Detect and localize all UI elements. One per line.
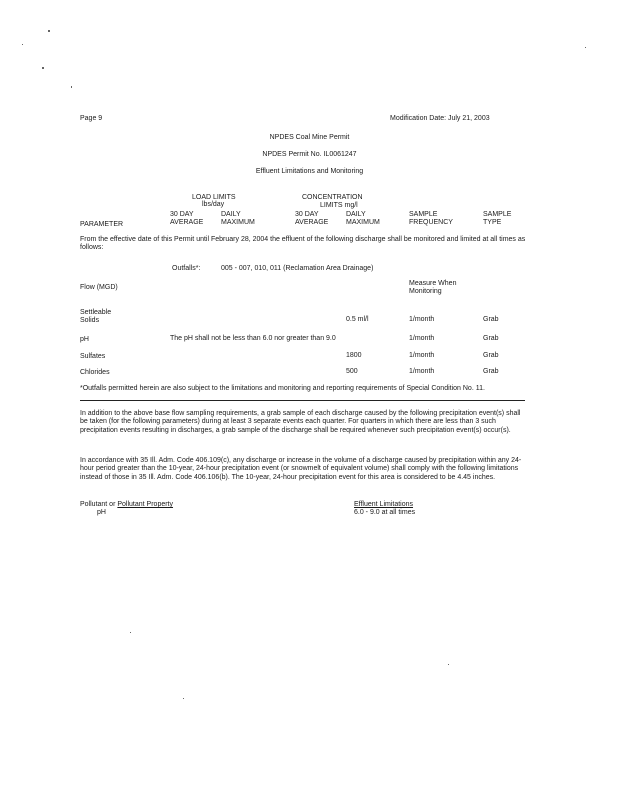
row-flow-parameter: Flow (MGD) [80, 284, 118, 291]
section-divider [80, 400, 525, 401]
outfalls-label: Outfalls*: [172, 265, 201, 272]
row-chlorides-type: Grab [483, 368, 499, 375]
pollutant-heading-prefix: Pollutant or [80, 501, 118, 508]
load-limits-heading: LOAD LIMITS [192, 194, 236, 201]
sample-type-label: SAMPLE [483, 211, 512, 218]
load-limits-units: lbs/day [202, 201, 225, 208]
row-sulfates-parameter: Sulfates [80, 353, 106, 360]
load-30-day-label: 30 DAY [170, 211, 194, 218]
load-average-label: AVERAGE [170, 219, 204, 226]
concentration-heading: CONCENTRATION [302, 194, 363, 201]
conc-maximum-label: MAXIMUM [346, 219, 380, 226]
conc-average-label: AVERAGE [295, 219, 329, 226]
row-solids-frequency: 1/month [409, 316, 435, 323]
scan-speck [130, 632, 131, 633]
pollutant-property-heading: Pollutant Property [117, 501, 174, 508]
outfalls-value: 005 - 007, 010, 011 (Reclamation Area Drainage) [221, 265, 374, 272]
row-solids-concentration: 0.5 ml/l [346, 316, 369, 323]
scan-speck [42, 67, 44, 69]
compliance-paragraph: In accordance with 35 Ill. Adm. Code 406.109(c), any discharge or increase in the volume of a discharge caused by precipitation within any 24-hour period greater than the 10-year, 24-hour precipitation event (or snowmelt of equivalent volume) shall comply with the following limitations instead of those in 35 Ill. Adm. Code 406.106(b). The 10-year, 24-hour precipitation event for this area is considered to be 4.45 inches. [80, 457, 522, 481]
type-label: TYPE [483, 219, 502, 226]
conc-daily-label: DAILY [346, 211, 366, 218]
intro-paragraph: From the effective date of this Permit until February 28, 2004 the effluent of the following discharge shall be monitored and limited at all times as follows: [80, 236, 526, 252]
precipitation-paragraph: In addition to the above base flow sampling requirements, a grab sample of each discharge caused by the following precipitation event(s) shall be taken (for the following parameters) during at least 3 separate events each quarter. For quarters in which there are less than 3 such precipitation events resulting in discharges, a grab sample of the discharge shall be required whenever such precipitation event(s) occur(s). [80, 410, 521, 434]
row-solids-parameter: Settleable Solids [80, 309, 112, 325]
effluent-limitations-heading: Effluent Limitations [354, 501, 414, 508]
row-sulfates-type: Grab [483, 352, 499, 359]
scan-speck [448, 664, 449, 665]
load-maximum-label: MAXIMUM [221, 219, 255, 226]
sample-label: SAMPLE [409, 211, 438, 218]
concentration-units: LIMITS mg/l [320, 202, 358, 209]
row-chlorides-parameter: Chlorides [80, 369, 110, 376]
row-chlorides-concentration: 500 [346, 368, 358, 375]
modification-date: Modification Date: July 21, 2003 [390, 115, 490, 122]
row-ph-type: Grab [483, 335, 499, 342]
parameter-heading: PARAMETER [80, 221, 124, 228]
row-chlorides-frequency: 1/month [409, 368, 435, 375]
precip-ph-parameter: pH [97, 509, 106, 516]
scan-speck [183, 698, 184, 699]
row-ph-frequency: 1/month [409, 335, 435, 342]
page-number: Page 9 [80, 115, 103, 122]
conc-30-day-label: 30 DAY [295, 211, 319, 218]
precip-ph-limit: 6.0 - 9.0 at all times [354, 509, 416, 516]
permit-name: NPDES Coal Mine Permit [269, 134, 350, 141]
scan-speck [71, 86, 72, 88]
frequency-label: FREQUENCY [409, 219, 453, 226]
row-ph-parameter: pH [80, 336, 89, 343]
section-title: Effluent Limitations and Monitoring [255, 168, 364, 175]
row-sulfates-concentration: 1800 [346, 352, 362, 359]
load-daily-label: DAILY [221, 211, 241, 218]
pollutant-heading [80, 501, 173, 509]
row-ph-note: The pH shall not be less than 6.0 nor greater than 9.0 [170, 335, 336, 342]
scan-speck [22, 44, 23, 45]
scan-speck [48, 30, 50, 32]
row-flow-frequency: Measure When Monitoring [409, 280, 457, 296]
row-sulfates-frequency: 1/month [409, 352, 435, 359]
outfalls-footnote: *Outfalls permitted herein are also subject to the limitations and monitoring and reporting requirements of Special Condition No. 11. [80, 385, 485, 392]
row-solids-type: Grab [483, 316, 499, 323]
scan-speck [585, 47, 586, 48]
permit-number: NPDES Permit No. IL0061247 [262, 151, 357, 158]
